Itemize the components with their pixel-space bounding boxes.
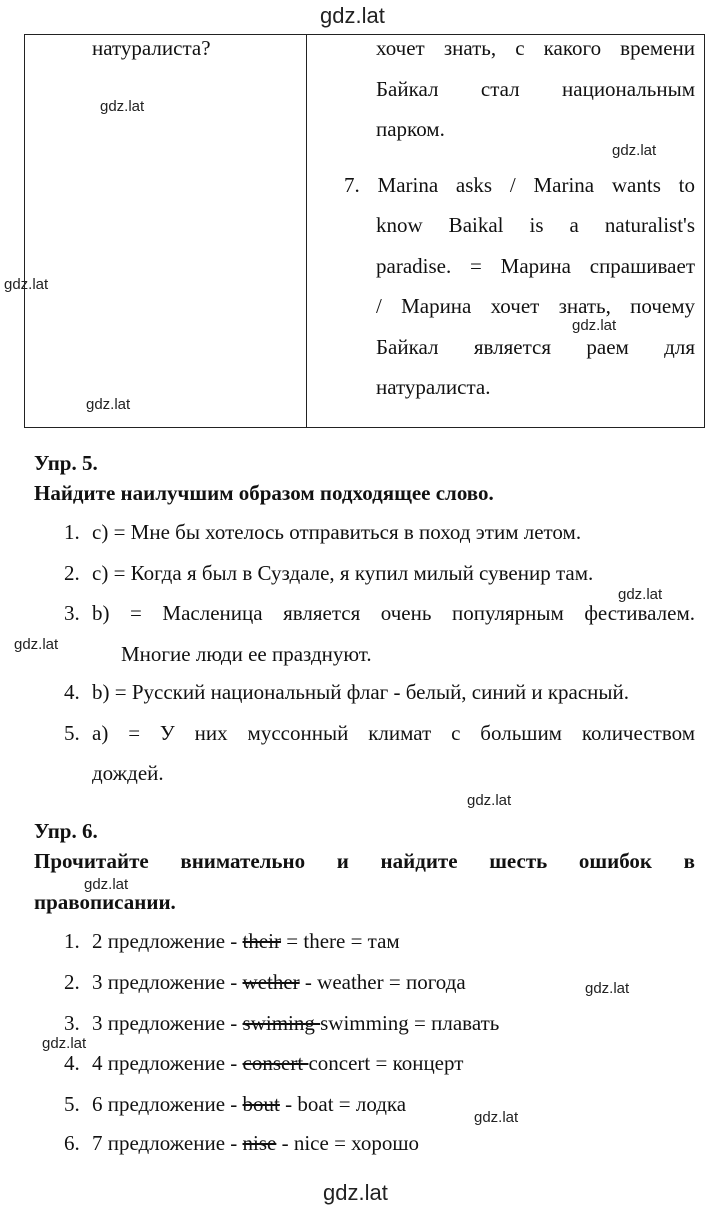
watermark: gdz.lat [585,980,630,997]
list-item-text: 6 предложение - bout - boat = лодка [92,1092,407,1116]
exercise-6-title: Упр. 6. [34,819,98,843]
watermark: gdz.lat [14,636,59,653]
list-item-text: a) = У них муссонный климат с большим количеством [92,721,695,745]
list-item-number: 1. [64,929,80,953]
list-item-number: 1. [64,520,80,544]
misspelled-word: consert [242,1051,309,1075]
misspelled-word: wether [242,970,300,994]
list-item-text: b) = Русский национальный флаг - белый, синий и красный. [92,680,629,704]
list-item-text: 3 предложение - swiming swimming = плавать [92,1011,500,1035]
list-item-text: 2 предложение - their = there = там [92,929,400,953]
table-right-line: know Baikal is a naturalist's [376,213,695,237]
list-item-number: 5. [64,1092,80,1116]
exercise-6-instruction: правописании. [34,890,176,914]
table-right-line: Байкал является раем для [376,335,695,359]
misspelled-word: bout [242,1092,280,1116]
list-item-text: 4 предложение - consert concert = концерт [92,1051,464,1075]
watermark: gdz.lat [4,276,49,293]
table-right-line: парком. [376,117,445,141]
watermark-top: gdz.lat [320,3,385,28]
watermark: gdz.lat [84,876,129,893]
list-item-number: 2. [64,561,80,585]
watermark-bottom: gdz.lat [323,1180,388,1205]
list-item-text: 7 предложение - nise - nice = хорошо [92,1131,420,1155]
table-right-line: хочет знать, с какого времени [376,36,695,60]
exercise-5-title: Упр. 5. [34,451,98,475]
watermark: gdz.lat [618,586,663,603]
watermark: gdz.lat [86,396,131,413]
list-item-number: 4. [64,1051,80,1075]
list-item-continuation: Многие люди ее празднуют. [121,642,372,666]
list-item-text: 3 предложение - wether - weather = погода [92,970,466,994]
exercise-5-instruction: Найдите наилучшим образом подходящее слово. [34,481,494,505]
watermark: gdz.lat [612,142,657,159]
list-item-text: b) = Масленица является очень популярным фестивалем. [92,601,695,625]
misspelled-word: their [242,929,282,953]
watermark: gdz.lat [467,792,512,809]
list-item-number: 5. [64,721,80,745]
watermark: gdz.lat [474,1109,519,1126]
exercise-6-instruction: Прочитайте внимательно и найдите шесть ошибок в [34,849,695,873]
list-item-number: 3. [64,601,80,625]
watermark: gdz.lat [42,1035,87,1052]
list-item-continuation: дождей. [92,761,164,785]
list-item-number: 6. [64,1131,80,1155]
list-item-number: 2. [64,970,80,994]
list-item-text: c) = Мне бы хотелось отправиться в поход этим летом. [92,520,582,544]
table-right-line: Байкал стал национальным [376,77,695,101]
table-left-cell: натуралиста? [92,36,211,60]
misspelled-word: swiming [242,1011,321,1035]
table-right-line: paradise. = Марина спрашивает [376,254,695,278]
table-column-divider [306,34,307,428]
list-item-text: c) = Когда я был в Суздале, я купил милый сувенир там. [92,561,594,585]
watermark: gdz.lat [572,317,617,334]
table-right-line: 7. Marina asks / Marina wants to [344,173,695,197]
table-right-line: / Марина хочет знать, почему [376,294,695,318]
watermark: gdz.lat [100,98,145,115]
list-item-number: 3. [64,1011,80,1035]
list-item-number: 4. [64,680,80,704]
table-right-line: натуралиста. [376,375,491,399]
misspelled-word: nise [242,1131,277,1155]
